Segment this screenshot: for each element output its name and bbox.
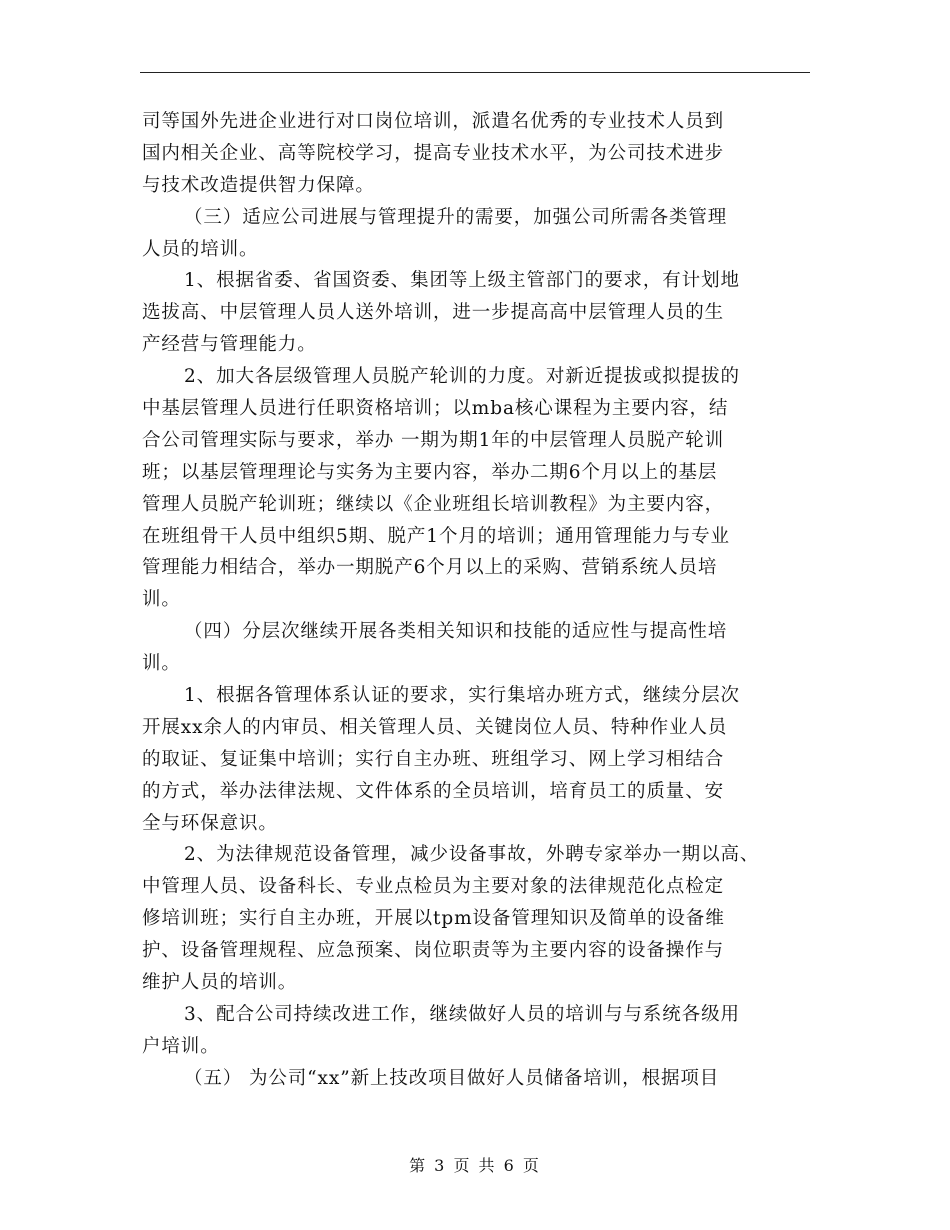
text-line: 司等国外先进企业进行对口岗位培训，派遣名优秀的专业技术人员到 (142, 111, 725, 132)
text-line: 护、设备管理规程、应急预案、岗位职责等为主要内容的设备操作与 (142, 940, 725, 962)
text-line: 中管理人员、设备科长、专业点检员为主要对象的法律规范化点检定 (142, 876, 725, 898)
text-line: 的取证、复证集中培训；实行自主办班、班组学习、网上学习相结合 (142, 748, 725, 770)
text-line: 选拔高、中层管理人员人送外培训，进一步提高高中层管理人员的生 (142, 302, 725, 324)
text-line: 训。 (142, 653, 181, 675)
text-line: 与技术改造提供智力保障。 (142, 174, 375, 196)
body-text (142, 106, 822, 1095)
text-line: 合公司管理实际与要求，举办 一期为期1年的中层管理人员脱产轮训 (142, 429, 725, 451)
text-line: 管理人员脱产轮训班；继续以《企业班组长培训教程》为主要内容， (142, 493, 725, 515)
text-line: 中基层管理人员进行任职资格培训；以mba核心课程为主要内容，结 (142, 398, 729, 420)
text-line: 开展xx余人的内审员、相关管理人员、关键岗位人员、特种作业人员 (142, 716, 728, 738)
list-item: 3、配合公司持续改进工作，继续做好人员的培训与与系统各级用 (184, 1003, 740, 1025)
list-item: 2、为法律规范设备管理，减少设备事故，外聘专家举办一期以高、 (184, 844, 760, 866)
text-line: 产经营与管理能力。 (142, 334, 317, 356)
text-line: 训。 (142, 589, 181, 611)
header-rule (140, 72, 810, 73)
text-line: 人员的培训。 (142, 238, 259, 260)
text-line: 班；以基层管理理论与实务为主要内容，举办二期6个月以上的基层 (142, 461, 718, 483)
page-number: 第 3 页 共 6 页 (409, 1156, 541, 1175)
text-line: 维护人员的培训。 (142, 972, 298, 994)
text-line: 的方式，举办法律法规、文件体系的全员培训，培育员工的质量、安 (142, 780, 725, 802)
section-heading: （四）分层次继续开展各类相关知识和技能的适应性与提高性培 (184, 621, 728, 643)
section-heading: （三）适应公司进展与管理提升的需要，加强公司所需各类管理 (184, 206, 728, 228)
text-line: 管理能力相结合，举办一期脱产6个月以上的采购、营销系统人员培 (142, 557, 718, 579)
section-heading: （五） 为公司“xx”新上技改项目做好人员储备培训，根据项目 (184, 1067, 720, 1089)
list-item: 1、根据省委、省国资委、集团等上级主管部门的要求，有计划地 (184, 270, 740, 292)
text-line: 在班组骨干人员中组织5期、脱产1个月的培训；通用管理能力与专业 (142, 525, 730, 547)
text-line: 国内相关企业、高等院校学习，提高专业技术水平，为公司技术进步 (142, 142, 725, 164)
text-line: 户培训。 (142, 1035, 220, 1057)
list-item: 2、加大各层级管理人员脱产轮训的力度。对新近提拔或拟提拔的 (184, 366, 740, 388)
text-line: 全与环保意识。 (142, 812, 278, 834)
text-line: 修培训班；实行自主办班，开展以tpm设备管理知识及简单的设备维 (142, 908, 725, 930)
list-item: 1、根据各管理体系认证的要求，实行集培办班方式，继续分层次 (184, 685, 740, 707)
